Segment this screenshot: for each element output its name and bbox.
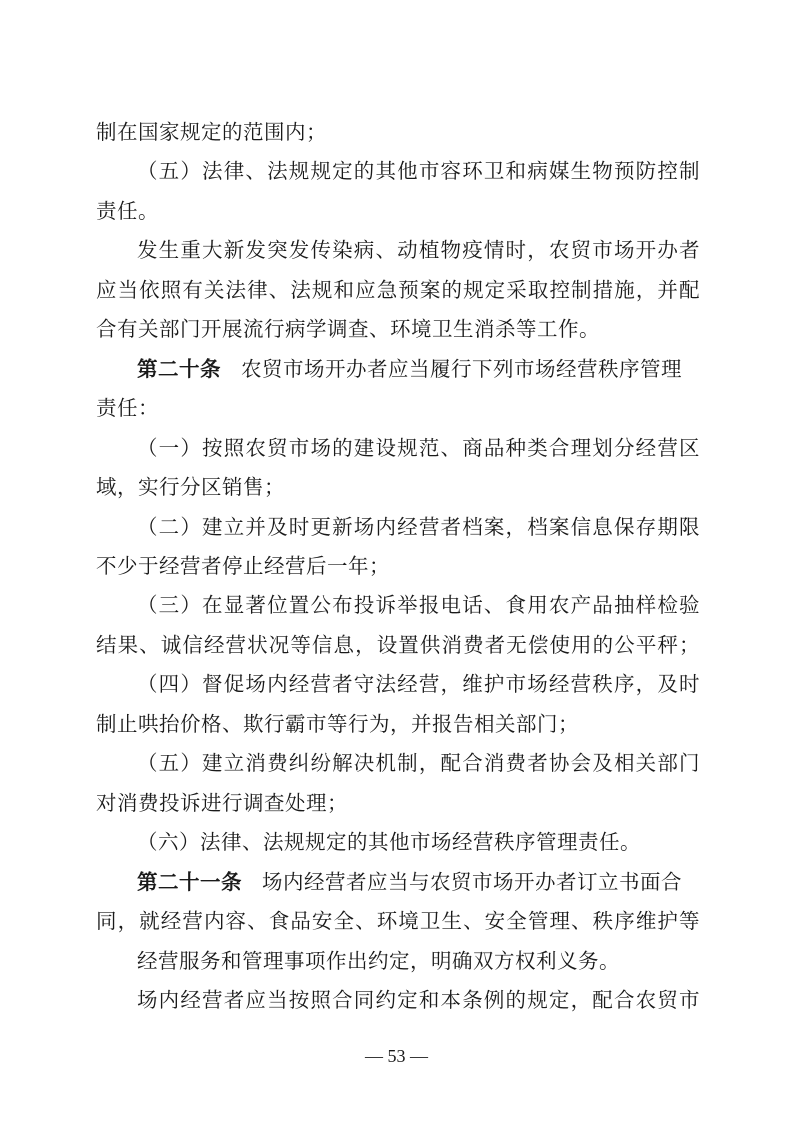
text-line: 发生重大新发突发传染病、动植物疫情时，农贸市场开办者 bbox=[137, 238, 700, 262]
text-line: （五）法律、法规规定的其他市容环卫和病媒生物预防控制 bbox=[137, 159, 700, 183]
text-line: （五）建立消费纠纷解决机制，配合消费者协会及相关部门 bbox=[137, 751, 700, 775]
text-line: 对消费投诉进行调查处理； bbox=[96, 791, 348, 815]
text-line: 制在国家规定的范围内； bbox=[96, 120, 327, 144]
text-line: 不少于经营者停止经营后一年； bbox=[96, 554, 390, 578]
article-heading: 第二十一条 bbox=[137, 870, 242, 894]
text-line: 结果、诚信经营状况等信息，设置供消费者无偿使用的公平秤； bbox=[96, 633, 700, 657]
text-line: 合有关部门开展流行病学调查、环境卫生消杀等工作。 bbox=[96, 317, 600, 341]
text-line: 域，实行分区销售； bbox=[96, 475, 285, 499]
text-line: 制止哄抬价格、欺行霸市等行为，并报告相关部门； bbox=[96, 712, 579, 736]
text-line: （四）督促场内经营者守法经营，维护市场经营秩序，及时 bbox=[137, 672, 700, 696]
text-line: （二）建立并及时更新场内经营者档案，档案信息保存期限 bbox=[137, 515, 700, 539]
article-text: 场内经营者应当与农贸市场开办者订立书面合 bbox=[262, 870, 682, 894]
article-line bbox=[137, 354, 700, 384]
text-line: （一）按照农贸市场的建设规范、商品种类合理划分经营区 bbox=[137, 436, 700, 460]
text-line: 场内经营者应当按照合同约定和本条例的规定，配合农贸市 bbox=[137, 988, 700, 1012]
text-line: （六）法律、法规规定的其他市场经营秩序管理责任。 bbox=[137, 830, 641, 854]
text-line: 责任。 bbox=[96, 199, 159, 223]
text-line: 经营服务和管理事项作出约定，明确双方权利义务。 bbox=[137, 949, 620, 973]
text-line: 应当依照有关法律、法规和应急预案的规定采取控制措施，并配 bbox=[96, 278, 700, 302]
text-line: （三）在显著位置公布投诉举报电话、食用农产品抽样检验 bbox=[137, 593, 700, 617]
text-line: 同，就经营内容、食品安全、环境卫生、安全管理、秩序维护等 bbox=[96, 909, 700, 933]
text-line: 责任： bbox=[96, 396, 159, 420]
article-text: 农贸市场开办者应当履行下列市场经营秩序管理 bbox=[241, 357, 682, 381]
article-line bbox=[137, 867, 700, 897]
article-heading: 第二十条 bbox=[137, 357, 221, 381]
page-number: — 53 — bbox=[365, 1046, 428, 1066]
